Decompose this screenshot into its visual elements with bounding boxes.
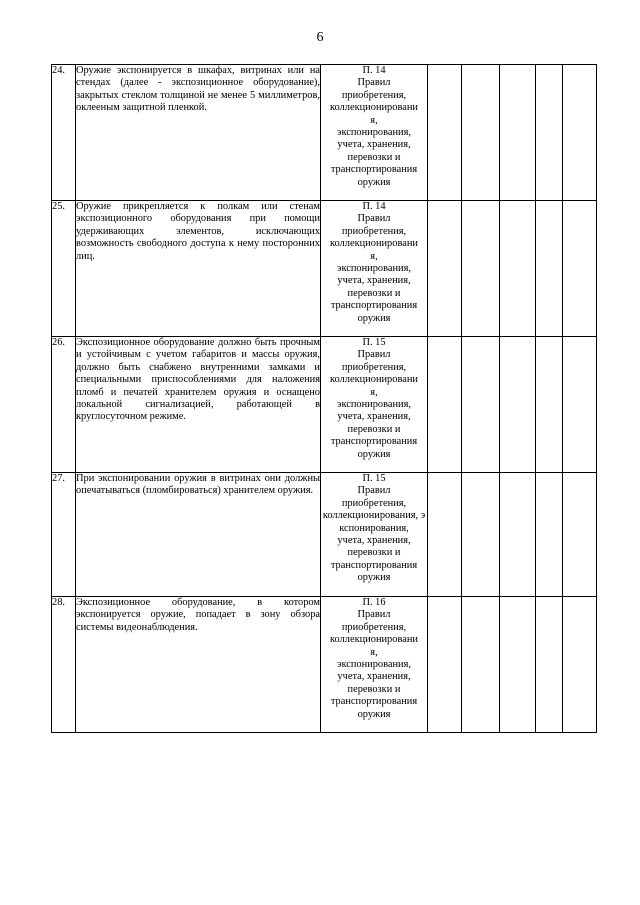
answer-cell[interactable]	[536, 337, 563, 473]
answer-cell[interactable]	[536, 597, 563, 733]
reference-line: приобретения,	[341, 225, 407, 237]
reference-line: учета, хранения,	[337, 275, 411, 287]
answer-cell[interactable]	[563, 201, 597, 337]
answer-cell[interactable]	[462, 65, 500, 201]
answer-cell[interactable]	[500, 201, 536, 337]
answer-cell[interactable]	[428, 201, 462, 337]
legal-reference	[321, 337, 428, 473]
reference-line: транспортирования	[330, 164, 418, 176]
legal-reference	[321, 597, 428, 733]
reference-line: учета, хранения,	[337, 139, 411, 151]
requirement-text: Оружие экспонируется в шкафах, витринах или на стендах (далее - экспозиционное оборудование), закрытых стеклом толщиной не менее 5 миллиметров, оклееным защитной пленкой.	[76, 65, 321, 201]
requirement-text: При экспонировании оружия в витринах они должны опечатываться (пломбироваться) хранителем оружия.	[76, 473, 321, 597]
answer-cell[interactable]	[536, 65, 563, 201]
row-number: 25.	[52, 201, 76, 337]
answer-cell[interactable]	[500, 65, 536, 201]
reference-line: транспортирования	[330, 300, 418, 312]
table-row	[52, 65, 597, 201]
reference-line: Правил	[357, 349, 391, 361]
reference-line: коллекционировани	[330, 374, 418, 386]
reference-line: приобретения,	[341, 621, 407, 633]
answer-cell[interactable]	[428, 65, 462, 201]
reference-line: Правил	[357, 609, 391, 621]
reference-line: коллекционирования, экспонирования,	[322, 510, 426, 534]
legal-reference	[321, 201, 428, 337]
answer-cell[interactable]	[428, 597, 462, 733]
reference-line: экспонирования,	[336, 399, 411, 411]
reference-line: П. 14	[362, 201, 386, 212]
reference-line: приобретения,	[341, 89, 407, 101]
reference-line: коллекционировани	[330, 238, 418, 250]
reference-line: учета, хранения,	[337, 671, 411, 683]
row-number: 26.	[52, 337, 76, 473]
reference-line: П. 16	[362, 597, 386, 608]
reference-line: оружия	[357, 708, 391, 720]
table-row	[52, 473, 597, 597]
answer-cell[interactable]	[536, 473, 563, 597]
reference-line: коллекционировани	[330, 102, 418, 114]
answer-cell[interactable]	[462, 201, 500, 337]
checklist-table	[51, 64, 597, 733]
answer-cell[interactable]	[462, 337, 500, 473]
row-number: 28.	[52, 597, 76, 733]
reference-line: я,	[370, 646, 378, 658]
reference-line: транспортирования	[330, 696, 418, 708]
reference-line: я,	[370, 250, 378, 262]
answer-cell[interactable]	[462, 597, 500, 733]
reference-line: учета, хранения,	[337, 411, 411, 423]
reference-line: перевозки и	[347, 683, 401, 695]
reference-line: коллекционировани	[330, 634, 418, 646]
reference-line: П. 15	[362, 337, 386, 348]
answer-cell[interactable]	[563, 473, 597, 597]
answer-cell[interactable]	[500, 337, 536, 473]
reference-line: оружия	[357, 572, 391, 584]
reference-line: экспонирования,	[336, 127, 411, 139]
table-row	[52, 337, 597, 473]
reference-line: учета, хранения,	[337, 535, 411, 547]
answer-cell[interactable]	[428, 337, 462, 473]
reference-line: экспонирования,	[336, 659, 411, 671]
reference-line: П. 14	[362, 65, 386, 76]
row-number: 27.	[52, 473, 76, 597]
answer-cell[interactable]	[500, 597, 536, 733]
reference-line: оружия	[357, 448, 391, 460]
answer-cell[interactable]	[536, 201, 563, 337]
reference-line: Правил	[357, 485, 391, 497]
page-number: 6	[316, 30, 324, 45]
requirement-text: Экспозиционное оборудование должно быть прочным и устойчивым с учетом габаритов и массы оружия, должно быть снабжено внутренними замками и специальными приспособлениями для наложения пломб и печатей хранителем оружия и оснащено локальной сигнализацией, работающей в круглосуточном режиме.	[76, 337, 321, 473]
reference-line: транспортирования	[330, 436, 418, 448]
reference-line: перевозки и	[347, 151, 401, 163]
reference-line: оружия	[357, 312, 391, 324]
reference-line: Правил	[357, 213, 391, 225]
requirement-text: Экспозиционное оборудование, в котором экспонируется оружие, попадает в зону обзора системы видеонаблюдения.	[76, 597, 321, 733]
reference-line: перевозки и	[347, 287, 401, 299]
reference-line: экспонирования,	[336, 263, 411, 275]
answer-cell[interactable]	[500, 473, 536, 597]
answer-cell[interactable]	[563, 337, 597, 473]
reference-line: Правил	[357, 77, 391, 89]
reference-line: приобретения,	[341, 497, 407, 509]
reference-line: перевозки и	[347, 423, 401, 435]
table-row	[52, 597, 597, 733]
answer-cell[interactable]	[428, 473, 462, 597]
row-number: 24.	[52, 65, 76, 201]
reference-line: я,	[370, 114, 378, 126]
answer-cell[interactable]	[462, 473, 500, 597]
reference-line: транспортирования	[330, 559, 418, 571]
reference-line: я,	[370, 386, 378, 398]
requirement-text: Оружие прикрепляется к полкам или стенам экспозиционного оборудования при помощи удерживающих элементов, исключающих возможность свободного доступа к нему посторонних лиц.	[76, 201, 321, 337]
answer-cell[interactable]	[563, 597, 597, 733]
reference-line: приобретения,	[341, 361, 407, 373]
table-row	[52, 201, 597, 337]
legal-reference	[321, 65, 428, 201]
answer-cell[interactable]	[563, 65, 597, 201]
reference-line: П. 15	[362, 473, 386, 484]
reference-line: перевозки и	[347, 547, 401, 559]
legal-reference	[321, 473, 428, 597]
reference-line: оружия	[357, 176, 391, 188]
